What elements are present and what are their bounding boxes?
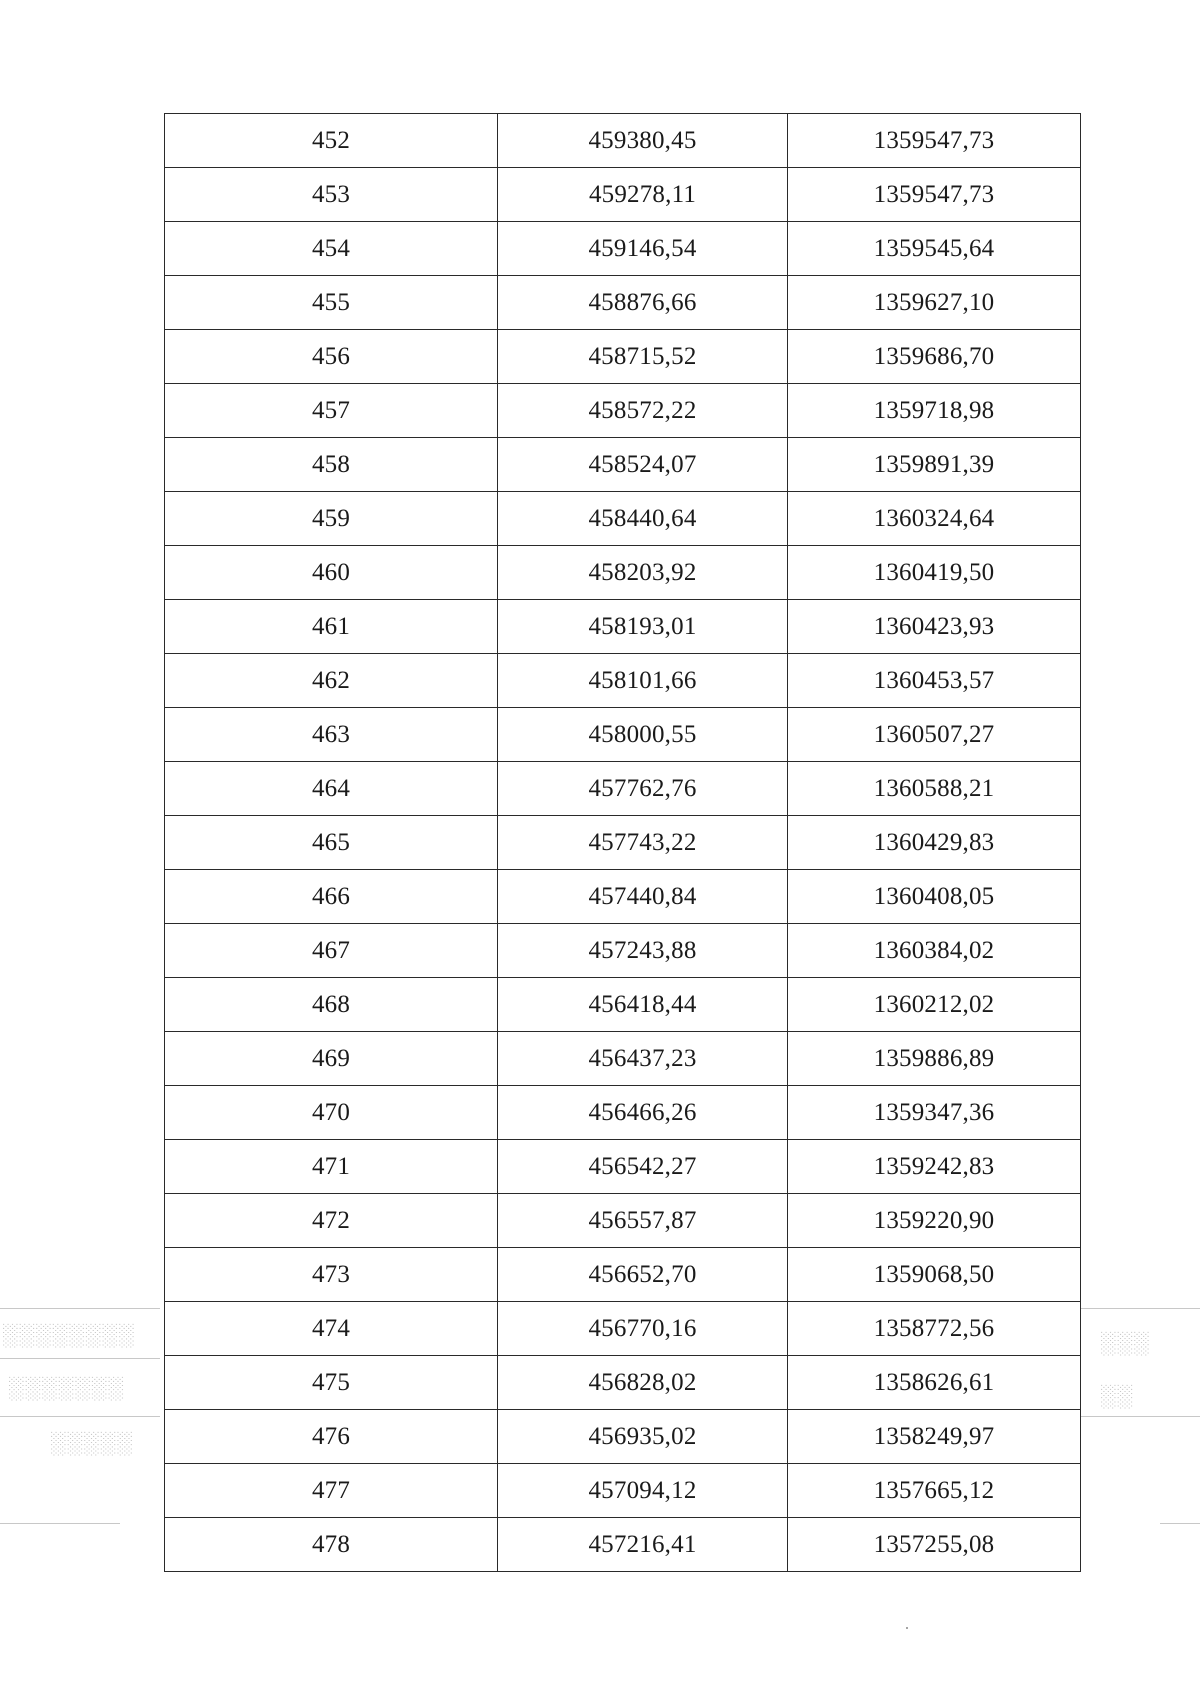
table-row [165,1032,1081,1086]
x-coordinate-cell: 456557,87 [498,1194,788,1248]
table-row [165,816,1081,870]
bleed-line [0,1416,160,1417]
point-number-cell: 476 [165,1410,498,1464]
point-number-cell: 477 [165,1464,498,1518]
y-coordinate-cell: 1360419,50 [788,546,1081,600]
point-number-cell: 457 [165,384,498,438]
y-coordinate-cell: 1358772,56 [788,1302,1081,1356]
y-coordinate-cell: 1360324,64 [788,492,1081,546]
bleed-line [0,1358,160,1359]
point-number-cell: 459 [165,492,498,546]
table-row [165,276,1081,330]
x-coordinate-cell: 459278,11 [498,168,788,222]
x-coordinate-cell: 458203,92 [498,546,788,600]
x-coordinate-cell: 456652,70 [498,1248,788,1302]
y-coordinate-cell: 1360423,93 [788,600,1081,654]
bleed-through-smudge: ░░ [1100,1383,1134,1408]
table-row [165,600,1081,654]
y-coordinate-cell: 1360453,57 [788,654,1081,708]
y-coordinate-cell: 1357665,12 [788,1464,1081,1518]
y-coordinate-cell: 1358626,61 [788,1356,1081,1410]
table-row [165,1518,1081,1572]
point-number-cell: 463 [165,708,498,762]
y-coordinate-cell: 1359718,98 [788,384,1081,438]
table-row [165,330,1081,384]
point-number-cell: 471 [165,1140,498,1194]
bleed-through-smudge: ░░░ [1100,1330,1150,1355]
x-coordinate-cell: 458876,66 [498,276,788,330]
x-coordinate-cell: 457743,22 [498,816,788,870]
y-coordinate-cell: 1359220,90 [788,1194,1081,1248]
table-row [165,1356,1081,1410]
table-row [165,1086,1081,1140]
x-coordinate-cell: 458572,22 [498,384,788,438]
point-number-cell: 465 [165,816,498,870]
bleed-through-smudge: ░░░░░ [50,1430,133,1455]
table-row [165,546,1081,600]
y-coordinate-cell: 1359547,73 [788,114,1081,168]
point-number-cell: 453 [165,168,498,222]
x-coordinate-cell: 457762,76 [498,762,788,816]
x-coordinate-cell: 457094,12 [498,1464,788,1518]
point-number-cell: 470 [165,1086,498,1140]
point-number-cell: 466 [165,870,498,924]
point-number-cell: 464 [165,762,498,816]
bleed-through-smudge: ░░░░░░░░ [2,1322,135,1347]
table-row [165,438,1081,492]
y-coordinate-cell: 1360212,02 [788,978,1081,1032]
point-number-cell: 475 [165,1356,498,1410]
bleed-line [0,1523,120,1524]
x-coordinate-cell: 456466,26 [498,1086,788,1140]
x-coordinate-cell: 458524,07 [498,438,788,492]
y-coordinate-cell: 1359347,36 [788,1086,1081,1140]
scan-speck [906,1627,908,1629]
x-coordinate-cell: 457243,88 [498,924,788,978]
x-coordinate-cell: 458000,55 [498,708,788,762]
point-number-cell: 452 [165,114,498,168]
y-coordinate-cell: 1359891,39 [788,438,1081,492]
table-row [165,708,1081,762]
y-coordinate-cell: 1359886,89 [788,1032,1081,1086]
point-number-cell: 455 [165,276,498,330]
x-coordinate-cell: 456418,44 [498,978,788,1032]
point-number-cell: 461 [165,600,498,654]
table-row [165,978,1081,1032]
coordinates-table [164,113,1081,1572]
y-coordinate-cell: 1359068,50 [788,1248,1081,1302]
x-coordinate-cell: 457216,41 [498,1518,788,1572]
table-row [165,1194,1081,1248]
table-row [165,762,1081,816]
coordinates-table-body [165,114,1081,1572]
y-coordinate-cell: 1360408,05 [788,870,1081,924]
point-number-cell: 468 [165,978,498,1032]
x-coordinate-cell: 459380,45 [498,114,788,168]
table-row [165,1464,1081,1518]
point-number-cell: 458 [165,438,498,492]
table-row [165,492,1081,546]
y-coordinate-cell: 1360588,21 [788,762,1081,816]
bleed-line [0,1308,160,1309]
x-coordinate-cell: 459146,54 [498,222,788,276]
x-coordinate-cell: 458715,52 [498,330,788,384]
point-number-cell: 469 [165,1032,498,1086]
point-number-cell: 478 [165,1518,498,1572]
point-number-cell: 473 [165,1248,498,1302]
y-coordinate-cell: 1360507,27 [788,708,1081,762]
y-coordinate-cell: 1360384,02 [788,924,1081,978]
y-coordinate-cell: 1359627,10 [788,276,1081,330]
table-row [165,1248,1081,1302]
table-row [165,654,1081,708]
y-coordinate-cell: 1360429,83 [788,816,1081,870]
y-coordinate-cell: 1359242,83 [788,1140,1081,1194]
x-coordinate-cell: 457440,84 [498,870,788,924]
x-coordinate-cell: 456770,16 [498,1302,788,1356]
point-number-cell: 474 [165,1302,498,1356]
point-number-cell: 460 [165,546,498,600]
x-coordinate-cell: 458193,01 [498,600,788,654]
x-coordinate-cell: 456542,27 [498,1140,788,1194]
y-coordinate-cell: 1358249,97 [788,1410,1081,1464]
table-row [165,870,1081,924]
table-row [165,168,1081,222]
x-coordinate-cell: 458440,64 [498,492,788,546]
table-row [165,924,1081,978]
table-row [165,384,1081,438]
point-number-cell: 472 [165,1194,498,1248]
y-coordinate-cell: 1359686,70 [788,330,1081,384]
table-row [165,222,1081,276]
point-number-cell: 462 [165,654,498,708]
point-number-cell: 454 [165,222,498,276]
point-number-cell: 467 [165,924,498,978]
x-coordinate-cell: 456935,02 [498,1410,788,1464]
bleed-line [1160,1523,1200,1524]
table-row [165,114,1081,168]
table-row [165,1302,1081,1356]
x-coordinate-cell: 456437,23 [498,1032,788,1086]
y-coordinate-cell: 1359547,73 [788,168,1081,222]
x-coordinate-cell: 456828,02 [498,1356,788,1410]
y-coordinate-cell: 1357255,08 [788,1518,1081,1572]
point-number-cell: 456 [165,330,498,384]
bleed-line [1080,1416,1200,1417]
y-coordinate-cell: 1359545,64 [788,222,1081,276]
table-row [165,1410,1081,1464]
x-coordinate-cell: 458101,66 [498,654,788,708]
table-row [165,1140,1081,1194]
bleed-through-smudge: ░░░░░░░ [8,1375,125,1400]
bleed-line [1080,1308,1200,1309]
